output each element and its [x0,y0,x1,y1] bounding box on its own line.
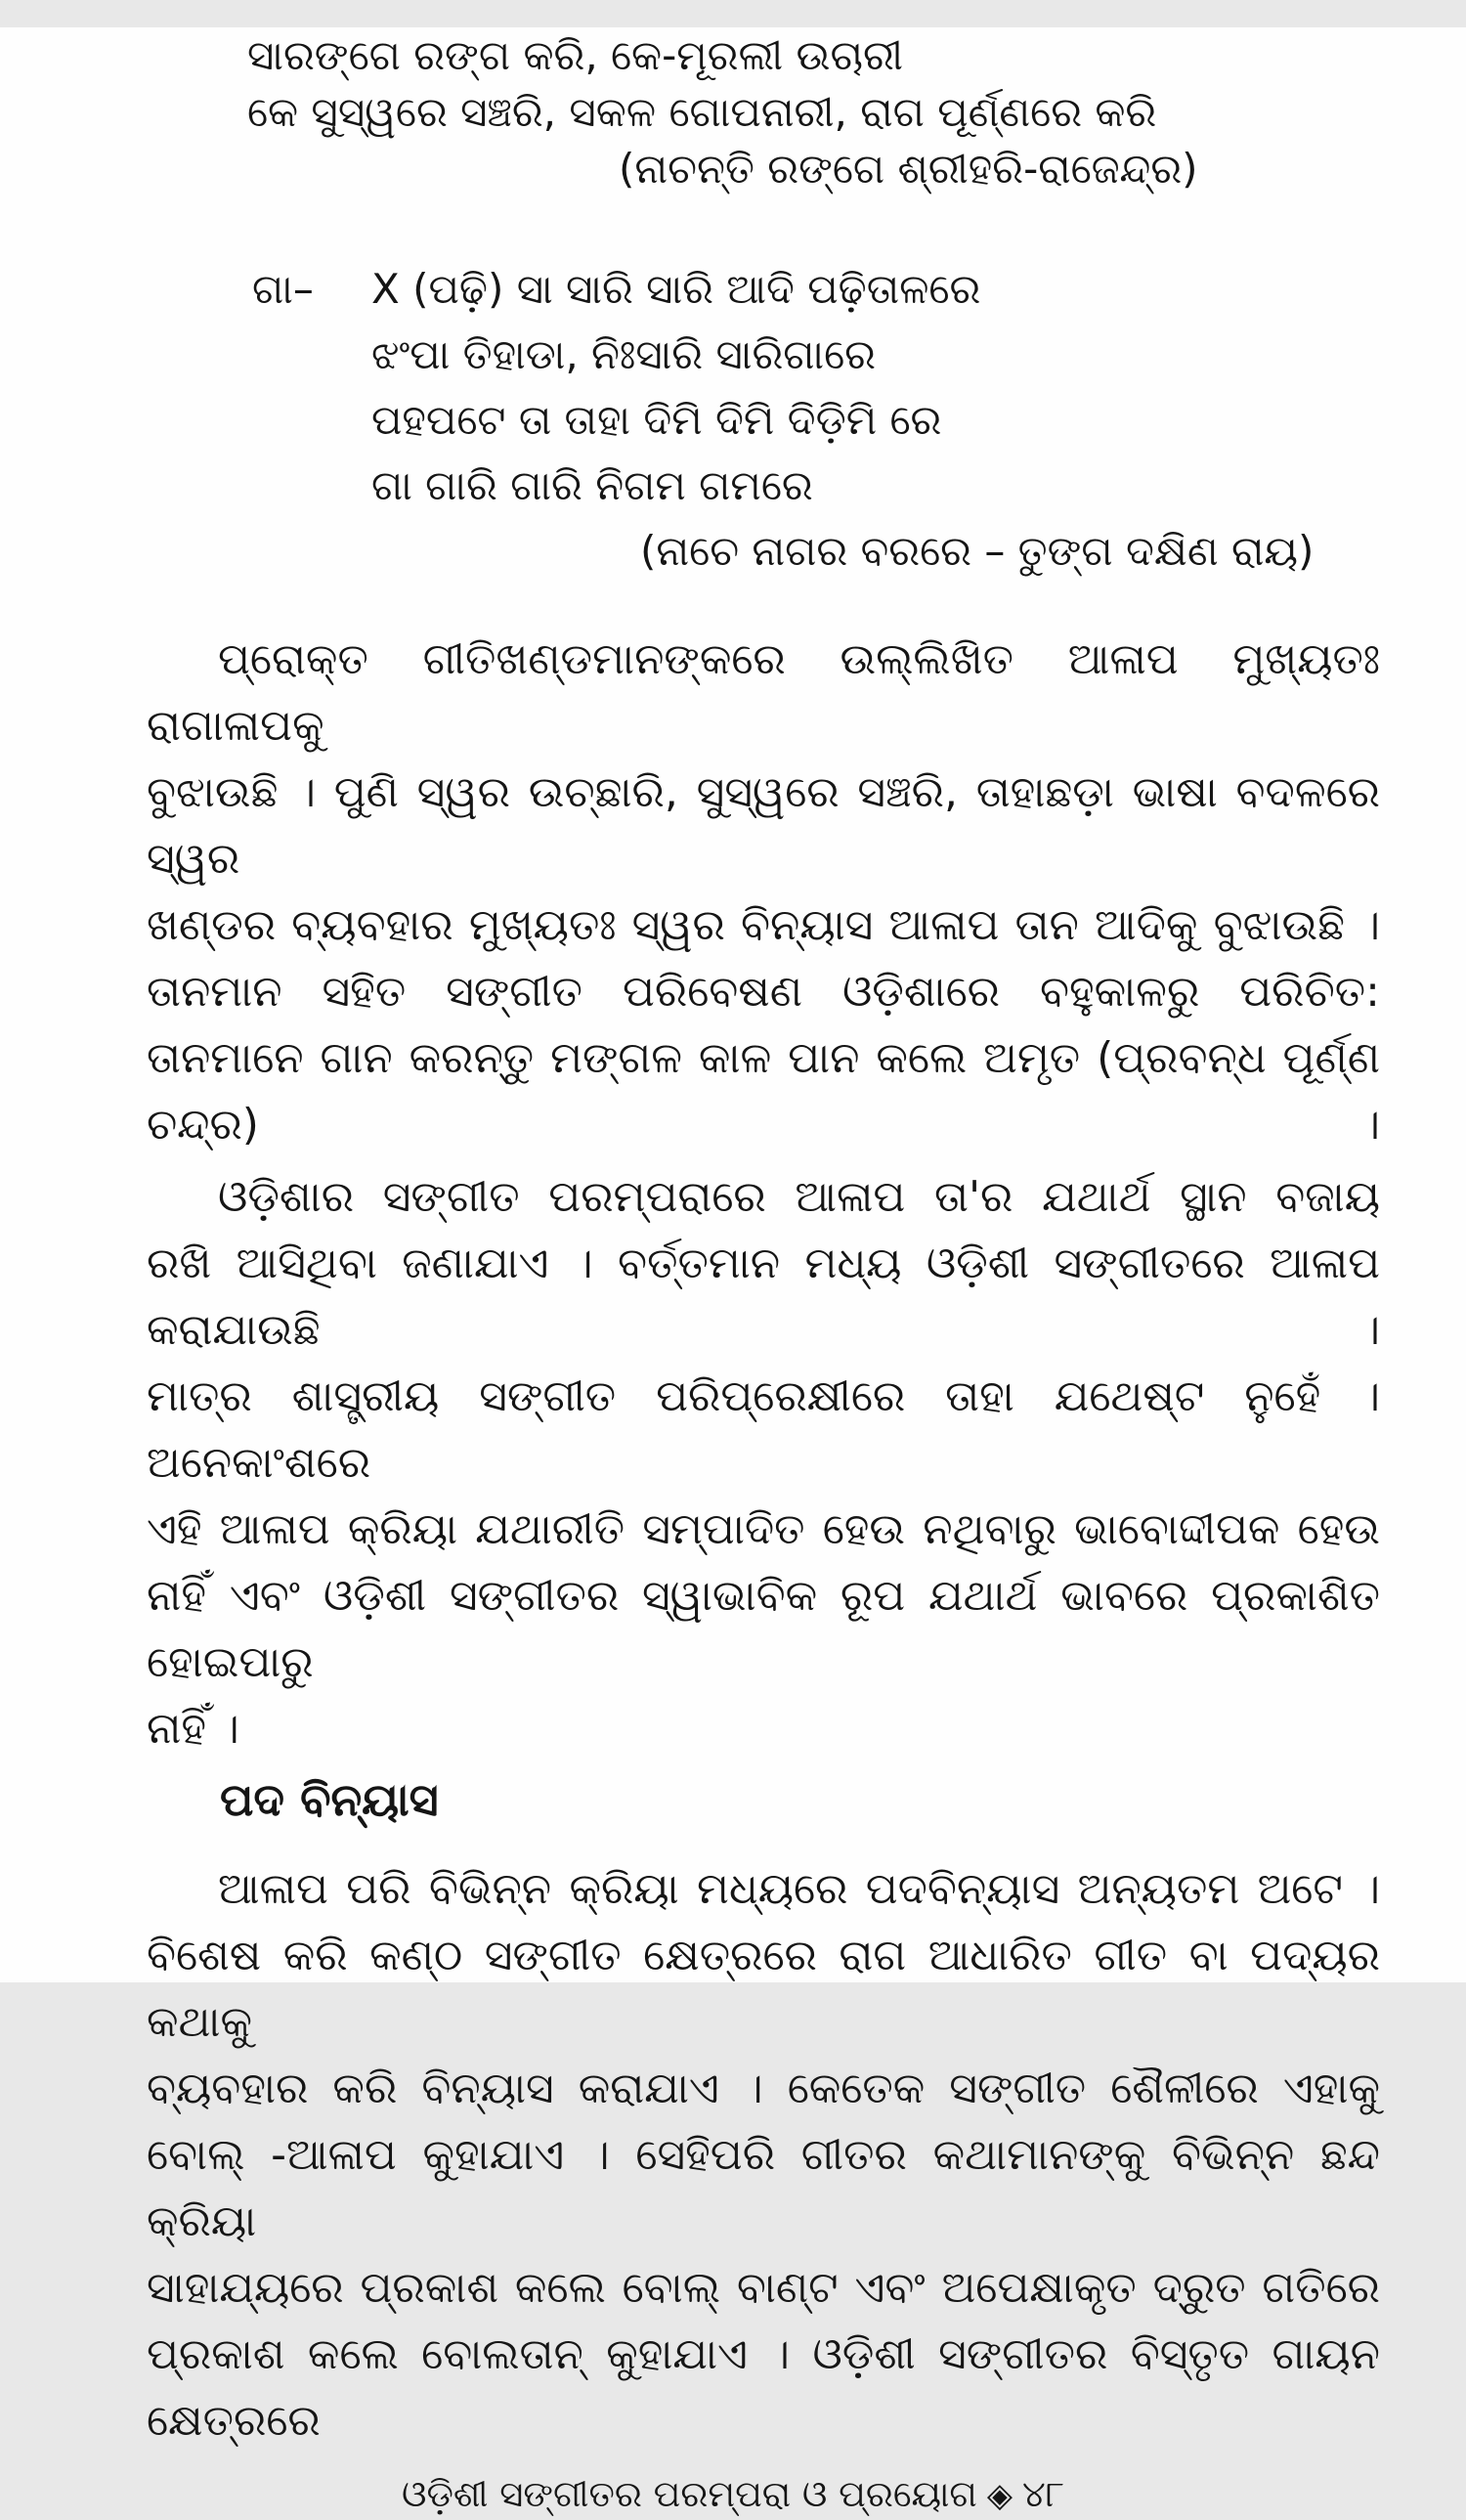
paragraph-1-line: ବୁଝାଉଛି । ପୁଣି ସ୍ୱର ଉଚ୍ଛାରି, ସୁସ୍ୱରେ ସଞ୍ଚରି, ତାହାଛଡ଼ା ଭାଷା ବଦଳରେ ସ୍ୱର [147,767,1380,884]
song-quote-2 [252,256,1466,584]
song-quote-2-attribution: (ନାଚେ ନାଗର ବରରେ – ତୁଙ୍ଗ ଦକ୍ଷିଣ ରାୟ) [640,527,1315,575]
scanned-book-page [0,27,1466,2515]
section-heading: ପଦ ବିନ୍ୟାସ [220,1773,439,1826]
song-quote-1-line: କେ ସୁସ୍ୱରେ ସଞ୍ଚରି, ସକଳ ଗୋପନାରୀ, ରାଗ ପୂର୍ଣ୍ଣରେ କରି [247,88,1157,136]
song-quote-1-line: ସାରଙ୍ଗେ ରଙ୍ଗ କରି, କେ-ମୂରଲୀ ଉଚାରୀ [247,31,904,79]
raga-label: ଗା– [252,265,314,313]
paragraph-1-line: ଖଣ୍ଡର ବ୍ୟବହାର ମୁଖ୍ୟତଃ ସ୍ୱର ବିନ୍ୟାସ ଆଳାପ ତାନ ଆଦିକୁ ବୁଝାଉଛି । [147,900,1380,950]
paragraph-1-line: ତାନମାନ ସହିତ ସଙ୍ଗୀତ ପରିବେଷଣ ଓଡ଼ିଶାରେ ବହୁକାଳରୁ ପରିଚିତ: [147,967,1380,1017]
paragraph-2-line: ନାହିଁ । [147,1704,239,1754]
paragraph-1 [0,627,1466,1158]
page-number: ୪୮ [1021,2473,1065,2515]
paragraph-1-line: ପ୍ରୋକ୍ତ ଗୀତିଖଣ୍ଡମାନଙ୍କରେ ଉଲ୍ଲିଖିତ ଆଳାପ ମୁଖ୍ୟତଃ ରାଗାଳାପକୁ [147,634,1380,751]
song-quote-2-line: ଗା ଗାରି ଗାରି ନିଗମ ଗମରେ [371,461,813,509]
page-footer [0,2470,1466,2520]
diamond-ornament-icon: ◈ [986,2476,1013,2515]
paragraph-3 [0,1856,1466,2455]
paragraph-3-line: ବିଶେଷ କରି କଣ୍ଠ ସଙ୍ଗୀତ କ୍ଷେତ୍ରରେ ରାଗ ଆଧାରିତ ଗୀତ ବା ପଦ୍ୟର କଥାକୁ [147,1931,1380,2047]
song-quote-2-line: ଝଂପା ତିହାଡା, ନିଃସାରି ସାରିଗାରେ [371,330,876,378]
song-quote-1 [247,27,1466,197]
paragraph-2-line: ନାହିଁ ଏବଂ ଓଡ଼ିଶୀ ସଙ୍ଗୀତର ସ୍ୱାଭାବିକ ରୂପ ଯଥାର୍ଥ ଭାବରେ ପ୍ରକାଶିତ ହୋଇପାରୁ [147,1571,1380,1687]
paragraph-2-line: ଓଡ଼ିଶାର ସଙ୍ଗୀତ ପରମ୍ପରାରେ ଆଳାପ ତା'ର ଯଥାର୍ଥ ସ୍ଥାନ ବଜାୟ [218,1172,1380,1222]
paragraph-1-line: ତାନମାନେ ଗାନ କରନ୍ତୁ ମଙ୍ଗଳ କାଳ ପାନ କଲେ ଅମୃତ (ପ୍ରବନ୍ଧ ପୂର୍ଣ୍ଣ ଚନ୍ଦ୍ର) । [147,1033,1380,1150]
paragraph-3-line: ପ୍ରକାଶ କଲେ ବୋଲତାନ୍ କୁହାଯାଏ । ଓଡ଼ିଶୀ ସଙ୍ଗୀତର ବିସ୍ତୃତ ଗାୟନ କ୍ଷେତ୍ରରେ [147,2329,1380,2446]
song-quote-1-attribution: (ନାଚନ୍ତି ରଙ୍ଗେ ଶ୍ରୀହରି-ରାଜେନ୍ଦ୍ର) [619,145,1198,193]
paragraph-2 [0,1164,1466,1762]
paragraph-2-line: ଏହି ଆଳାପ କ୍ରିୟା ଯଥାରୀତି ସମ୍ପାଦିତ ହେଉ ନଥିବାରୁ ଭାବୋଦ୍ଦୀପକ ହେଉ [147,1504,1380,1554]
paragraph-3-line: ବ୍ୟବହାର କରି ବିନ୍ୟାସ କରାଯାଏ । କେତେକ ସଙ୍ଗୀତ ଶୈଳୀରେ ଏହାକୁ [147,2064,1380,2113]
paragraph-3-line: ବୋଲ୍ -ଆଳାପ କୁହାଯାଏ । ସେହିପରି ଗୀତର କଥାମାନଙ୍କୁ ବିଭିନ୍ନ ଛନ୍ଦ କ୍ରିୟା [147,2130,1380,2246]
paragraph-2-line: ମାତ୍ର ଶାସ୍ତ୍ରୀୟ ସଙ୍ଗୀତ ପରିପ୍ରେକ୍ଷୀରେ ତାହା ଯଥେଷ୍ଟ ନୁହେଁ । ଅନେକାଂଶରେ [147,1371,1380,1488]
paragraph-3-line: ସାହାଯ୍ୟରେ ପ୍ରକାଶ କଲେ ବୋଲ୍ ବାଣ୍ଟ ଏବଂ ଅପେକ୍ଷାକୃତ ଦ୍ରୁତ ଗତିରେ [147,2263,1380,2313]
paragraph-3-line: ଆଳାପ ପରି ବିଭିନ୍ନ କ୍ରିୟା ମଧ୍ୟରେ ପଦବିନ୍ୟାସ ଅନ୍ୟତମ ଅଟେ । [218,1864,1380,1914]
song-quote-2-line: X (ପଢ଼ି) ସା ସାରି ସାରି ଆଦି ପଢ଼ିତାଳରେ [371,265,981,313]
song-quote-2-line: ପହପଟେ ତା ତାହା ଦିମି ଦିମି ଦିଡ଼ିମି ରେ [371,396,942,444]
paragraph-2-line: ରଖି ଆସିଥିବା ଜଣାଯାଏ । ବର୍ତ୍ତମାନ ମଧ୍ୟ ଓଡ଼ିଶୀ ସଙ୍ଗୀତରେ ଆଳାପ କରାଯାଉଛି । [147,1238,1380,1355]
footer-book-title: ଓଡ଼ିଶୀ ସଙ୍ଗୀତର ପରମ୍ପରା ଓ ପ୍ରୟୋଗ [401,2473,977,2515]
song-quote-2-lines [371,256,1314,584]
